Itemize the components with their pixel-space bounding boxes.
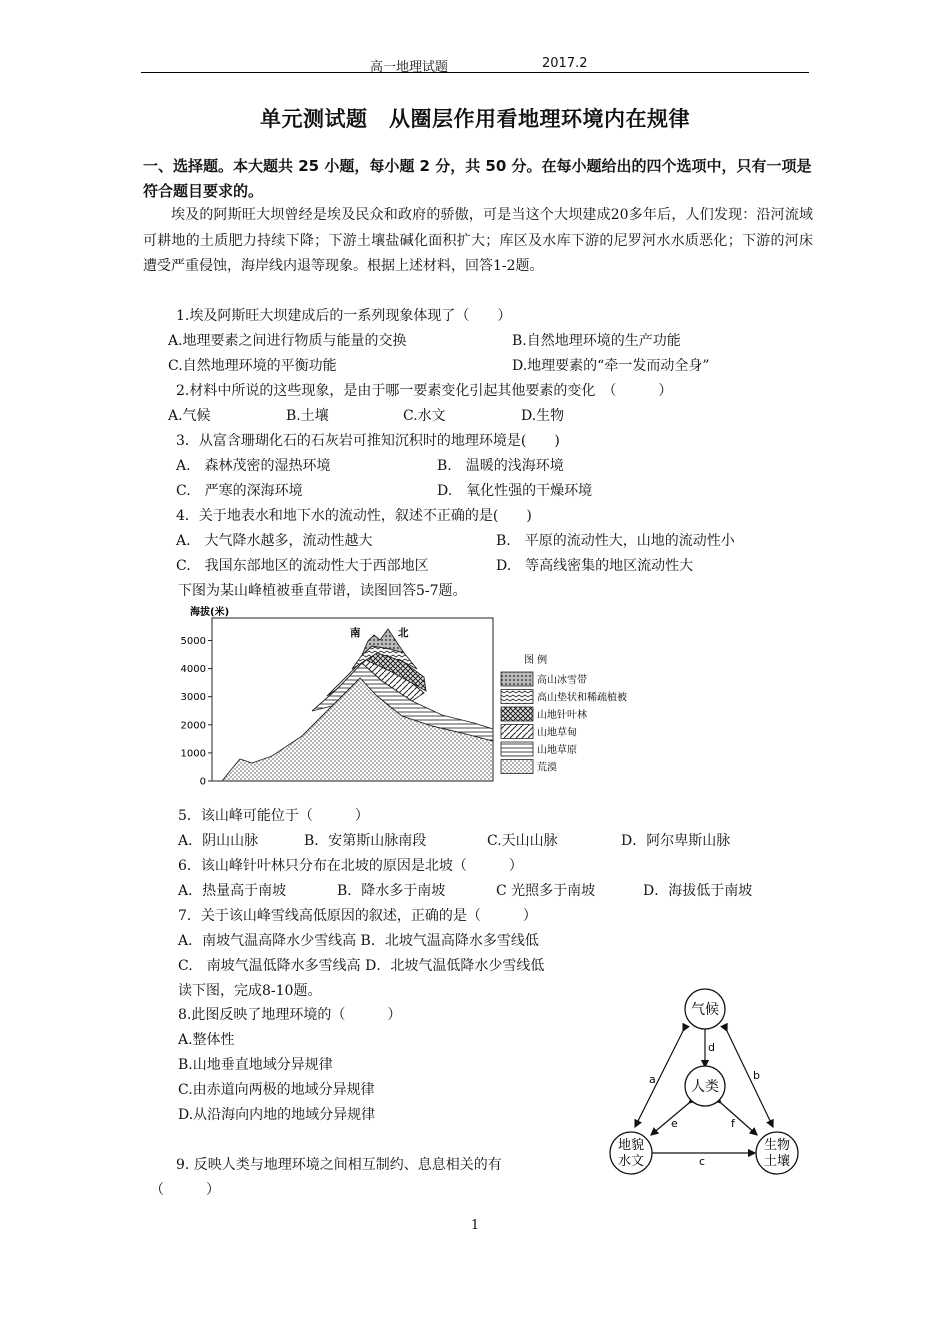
q5-stem: 5．该山峰可能位于（ ） <box>178 808 369 824</box>
q4-option-c: C. 我国东部地区的流动性大于西部地区 <box>176 558 429 574</box>
edge-label-e: e <box>671 1117 678 1130</box>
edge-a <box>635 1031 683 1127</box>
legend-label: 山地草甸 <box>537 727 577 739</box>
slope-label-south: 南 <box>350 627 361 639</box>
q1-option-c: C.自然地理环境的平衡功能 <box>168 358 337 374</box>
q8-option-d: D.从沿海向内地的地域分异规律 <box>178 1107 376 1123</box>
q8-option-a: A.整体性 <box>178 1032 235 1048</box>
page-title: 单元测试题 从圈层作用看地理环境内在规律 <box>260 107 690 131</box>
header-rule <box>141 72 809 73</box>
q5-option-c: C.天山山脉 <box>487 833 558 849</box>
legend-label: 高山冰雪带 <box>537 675 587 686</box>
intro-5-7: 下图为某山峰植被垂直带谱，读图回答5-7题。 <box>178 583 467 599</box>
q3-option-a: A. 森林茂密的湿热环境 <box>176 458 331 474</box>
q1-option-d: D.地理要素的“牵一发而动全身” <box>512 358 710 374</box>
q1-stem: 1.埃及阿斯旺大坝建成后的一系列现象体现了（ ） <box>176 308 512 324</box>
y-tick-label: 2000 <box>180 720 206 732</box>
legend-swatch <box>501 742 533 756</box>
q6-option-d: D．海拔低于南坡 <box>643 883 753 899</box>
page-number: 1 <box>470 1218 480 1233</box>
q5-option-d: D．阿尔卑斯山脉 <box>621 833 731 849</box>
y-tick-label: 5000 <box>180 635 206 647</box>
edge-label-a: a <box>649 1073 656 1086</box>
q3-option-c: C. 严寒的深海环境 <box>176 483 303 499</box>
legend-title: 图 例 <box>524 655 548 666</box>
q2-option-c: C.水文 <box>403 408 446 424</box>
q1-option-b: B.自然地理环境的生产功能 <box>512 333 681 349</box>
q4-option-a: A. 大气降水越多，流动性越大 <box>176 533 373 549</box>
legend-label: 荒漠 <box>537 762 557 774</box>
q8-option-c: C.由赤道向两极的地域分异规律 <box>178 1082 375 1098</box>
q7-stem: 7．关于该山峰雪线高低原因的叙述，正确的是（ ） <box>178 908 537 924</box>
node-human-label: 人类 <box>691 1079 719 1095</box>
q6-option-a: A．热量高于南坡 <box>178 883 287 899</box>
legend-swatch <box>501 760 533 774</box>
y-tick-label: 0 <box>199 776 206 788</box>
geo-relationship-diagram <box>605 985 805 1180</box>
edge-f <box>721 1103 757 1135</box>
legend-swatch <box>501 672 533 686</box>
slope-label-north: 北 <box>398 627 409 639</box>
q9-blank: （ ） <box>150 1182 220 1198</box>
edge-e <box>651 1103 689 1135</box>
q2-option-d: D.生物 <box>521 408 565 424</box>
q8-stem: 8.此图反映了地理环境的（ ） <box>178 1007 402 1023</box>
q4-option-d: D. 等高线密集的地区流动性大 <box>496 558 694 574</box>
q1-option-a: A.地理要素之间进行物质与能量的交换 <box>168 333 407 349</box>
q6-option-c: C 光照多于南坡 <box>496 883 596 899</box>
edge-label-b: b <box>753 1069 760 1082</box>
q5-option-a: A．阴山山脉 <box>178 833 259 849</box>
q8-option-b: B.山地垂直地域分异规律 <box>178 1057 333 1073</box>
q2-option-a: A.气候 <box>168 408 211 424</box>
edge-label-d: d <box>708 1041 715 1054</box>
legend-label: 山地针叶林 <box>537 710 587 721</box>
node-hydrology-label: 水文 <box>617 1154 645 1169</box>
edge-label-f: f <box>731 1117 735 1130</box>
passage: 埃及的阿斯旺大坝曾经是埃及民众和政府的骄傲，可是当这个大坝建成20多年后，人们发现：沿河流域可耕地的土质肥力持续下降；下游土壤盐碱化面积扩大；库区及水库下游的尼罗河水水质恶化；下游的河床遭受严重侵蚀，海岸线内退等现象。根据上述材料，回答1-2题。 <box>143 207 813 274</box>
node-landform-label: 地貌 <box>617 1138 645 1153</box>
y-tick-label: 3000 <box>180 692 206 704</box>
node-soil-label: 土壤 <box>763 1154 791 1169</box>
vegetation-zonation-chart <box>168 606 648 796</box>
legend-label: 高山垫状和稀疏植被 <box>537 692 627 704</box>
y-axis-label: 海拔(米) <box>190 607 230 618</box>
q3-option-d: D. 氧化性强的干燥环境 <box>437 483 593 499</box>
q4-option-b: B. 平原的流动性大，山地的流动性小 <box>496 533 735 549</box>
y-tick-label: 1000 <box>180 748 206 760</box>
q3-option-b: B. 温暖的浅海环境 <box>437 458 564 474</box>
edge-label-c: c <box>699 1155 706 1168</box>
q2-option-b: B.土壤 <box>286 408 329 424</box>
q5-option-b: B．安第斯山脉南段 <box>304 833 427 849</box>
edge-b <box>727 1031 773 1127</box>
legend-swatch <box>501 690 533 704</box>
header-date: 2017.2 <box>542 56 588 71</box>
intro-8-10: 读下图，完成8-10题。 <box>178 983 322 999</box>
q6-option-b: B．降水多于南坡 <box>337 883 446 899</box>
legend-swatch <box>501 725 533 739</box>
y-tick-label: 4000 <box>180 664 206 676</box>
section-heading: 一、选择题。本大题共 25 小题，每小题 2 分，共 50 分。在每小题给出的四个选项中，只有一项是符合题目要求的。 <box>143 157 812 200</box>
header-title: 高一地理试题 <box>370 60 449 75</box>
q4-stem: 4．关于地表水和地下水的流动性，叙述不正确的是( ) <box>176 508 532 524</box>
q7-options-ab: A．南坡气温高降水少雪线高 B．北坡气温高降水多雪线低 <box>178 933 539 949</box>
node-biology-label: 生物 <box>763 1138 791 1153</box>
q9-stem: 9. 反映人类与地理环境之间相互制约、息息相关的有 <box>176 1157 502 1173</box>
q7-options-cd: C. 南坡气温低降水多雪线高 D．北坡气温低降水少雪线低 <box>178 958 545 974</box>
q3-stem: 3．从富含珊瑚化石的石灰岩可推知沉积时的地理环境是( ) <box>176 433 560 449</box>
legend-swatch <box>501 707 533 721</box>
q2-stem: 2.材料中所说的这些现象，是由于哪一要素变化引起其他要素的变化 （ ） <box>176 383 673 399</box>
q6-stem: 6．该山峰针叶林只分布在北坡的原因是北坡（ ） <box>178 858 523 874</box>
legend-label: 山地草原 <box>537 745 577 756</box>
node-climate-label: 气候 <box>691 1002 719 1018</box>
